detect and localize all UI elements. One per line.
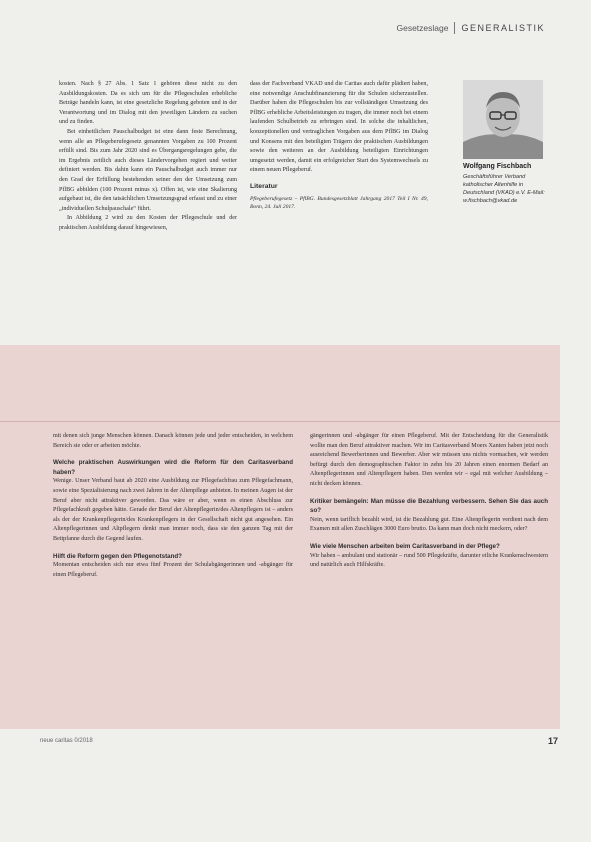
- paragraph: dass der Fachverband VKAD und die Caritas auch dafür plädiert haben, eine notwendige Anschubfinanzierung für die Schulen sicherzustellen. Darüber haben die Pflegeschulen bis zur vollständigen Umsetzung des PflBG erhebliche Arbeitsleistungen zu tragen, die immer noch bei einem laufenden Schulbetrieb zu erbringen sind. In solche die inhaltlichen, konzeptionellen und vertraglichen Vorgaben aus dem PflBG im Dialog und Konsens mit den beteiligten Trägern der praktischen Ausbildungen sowie den weiteren an der Ausbildung beteiligten Einrichtungen umgesetzt werden, damit ein erfolgreicher Start des Systemwechsels zu einem neuen Pflegeberuf.: [250, 81, 428, 174]
- interview-question: Hilft die Reform gegen den Pflegenotstand?: [53, 552, 182, 560]
- author-bio: [463, 163, 545, 205]
- interview-question: Wie viele Menschen arbeiten beim Caritasverband in der Pflege?: [310, 542, 500, 550]
- running-header: [396, 22, 545, 34]
- article-column-2: [250, 80, 428, 211]
- literature-heading: Literatur: [250, 182, 278, 190]
- interview-answer: Nein, wenn tariflich bezahlt wird, ist die Bezahlung gut. Eine Altenpflegerin verdient nach dem Examen mit allen Zuschlägen 3000 Euro brutto. Da kann man doch nicht meckern, oder?: [310, 516, 548, 533]
- interview-column-left: [53, 432, 293, 587]
- author-description: Geschäftsführer Verband katholischer Altenhilfe in Deutschland (VKAD) e.V. E-Mail: w.fischbach@vkad.de: [463, 174, 545, 204]
- literature-reference: Pflegeberufegesetz – PflBG. Bundesgesetzblatt Jahrgang 2017 Teil I Nr. 49, Bonn, 24. Juli 2017.: [250, 195, 428, 210]
- author-name: Wolfgang Fischbach: [463, 163, 532, 170]
- article-column-1: [59, 80, 237, 234]
- interview-box: [0, 345, 560, 729]
- interview-answer: Wenige. Unser Verband baut ab 2020 eine Ausbildung zur Pflegefachfrau zum Pflegefachmann, sowie eine Spezialisierung nach zwei Jahren in der Altenpflege anbieten. In meinen Augen ist der Beruf aber nicht attraktiver geworden. Das wäre er aber, wenn es einen Abschluss zur Pflegefachkraft gegeben hätte. Gerade der Beruf der Altenpflegerin/des Altenpflegers ist – anders als der der Krankenpflegerin/des Krankenpflegers in der Gesellschaft nicht gut angesehen. Ein Altenpflegerinnen und Altpflegern denkt man immer noch, dass sie den ganzen Tag mit der Bettpfanne durch die Gegend laufen.: [53, 478, 293, 542]
- interview-question: Welche praktischen Auswirkungen wird die Reform für den Caritasverband haben?: [53, 459, 293, 476]
- paragraph: kosten. Nach § 27 Abs. 1 Satz 1 gehören diese nicht zu den Ausbildungskosten. Da es sich um für die Pflegeschulen erhebliche Beträge handeln kann, ist eine gesetzliche Regelung geboten und in der Verantwortung und im Dialog mit den jeweiligen Ländern zu suchen und zu finden.: [59, 81, 237, 126]
- author-photo: [463, 80, 543, 159]
- interview-text: gängerinnen und -abgänger für einen Pflegeberuf. Mit der Entscheidung für die Generalistik wollte man den Beruf attraktiver machen. Wir im Caritasverband Moers Xanten haben jetzt noch ausreichend Bewerberinnen und Bewerber. Aber wir müssen uns nichts vormachen, wir werden befürgt durch den demographischen Faktor in zehn bis 20 Jahren einen enormen Bedarf an Altenpflegerinnen und Altenpflegern haben. Den werden wir – egal mit welcher Ausbildung – nicht decken können.: [310, 433, 548, 487]
- interview-answer: Momentan entscheiden sich nur etwa fünf Prozent der Schulabgängerinnen und -abgänger für einen Pflegeberuf.: [53, 562, 293, 578]
- interview-column-right: [310, 432, 548, 578]
- header-section: GENERALISTIK: [461, 23, 545, 33]
- magazine-issue: neue caritas 0/2018: [40, 738, 93, 744]
- header-topic: Gesetzeslage: [396, 23, 449, 33]
- interview-question: Kritiker bemängeln: Man müsse die Bezahlung verbessern. Sehen Sie das auch so?: [310, 497, 548, 515]
- page-footer: [40, 736, 558, 746]
- header-divider: [454, 22, 455, 34]
- paragraph: In Abbildung 2 wird zu den Kosten der Pflegeschule und der praktischen Ausbildung darauf hingewiesen,: [59, 215, 237, 231]
- box-divider: [0, 421, 560, 422]
- page-number: 17: [547, 736, 558, 746]
- interview-text: mit denen sich junge Menschen können. Danach können jede und jeder entscheiden, in welchem Bereich sie oder er arbeiten möchte.: [53, 433, 293, 449]
- paragraph: Bei einheitlichen Pauschalbudget ist eine dann feste Berechnung, wenn alle an Pflegeberufegesetz genannten Vorgaben zu 100 Prozent erfüllt sind. Bis zum Jahr 2020 sind es Übergangsregelungen gebe, die im Ergebnis zeitlich auch dieses Ländervorgehen regiert und weiter definiert werden. Bis dahin kann ein Pauschalbudget auch immer nur den Grad der Erfüllung bestehenden seiner den der Umsetzung zum PflBG abbilden (100 Prozent minus x). Offen ist, wie eine Skalierung aufgebaut ist, die den tatsächlichen Umsetzungsgrad erfasst und zu einer „individuellen Schulpauschale“ führt.: [59, 128, 237, 212]
- interview-answer: Wir haben – ambulant und stationär – rund 500 Pflegekräfte, darunter etliche Krankenschwestern und natürlich auch Hilfskräfte.: [310, 552, 548, 569]
